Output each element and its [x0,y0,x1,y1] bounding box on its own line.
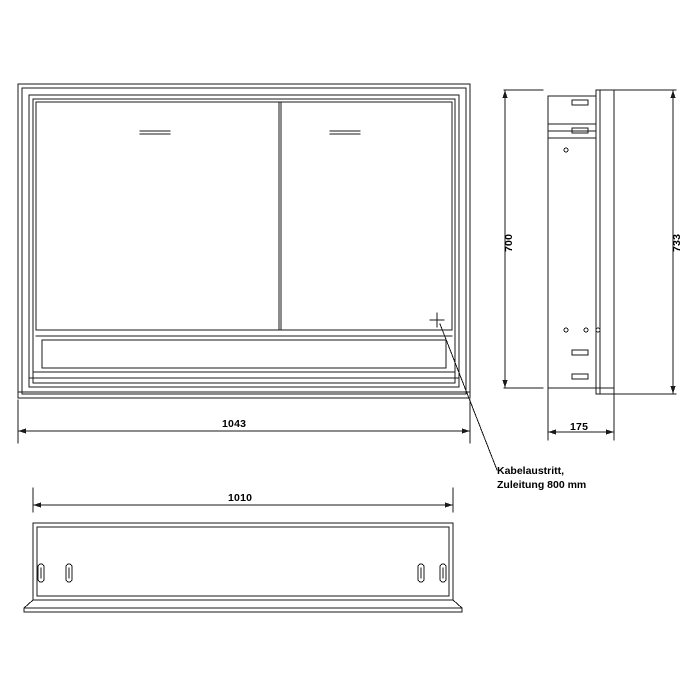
side-inner-height-dimension-label: 700 [503,233,515,252]
cable-exit-note-line2: Zuleitung 800 mm [497,479,587,491]
side-height-outer-dimension [614,90,676,394]
cable-exit-marker [430,313,444,327]
top-view-group [24,488,462,612]
front-width-dimension-label: 1043 [222,418,247,430]
cable-note-leader [440,324,497,470]
side-outer-height-dimension-label: 733 [671,233,683,252]
side-view-group [548,90,614,394]
front-view-group [18,84,470,398]
cable-exit-note-line1: Kabelaustritt, [497,465,565,477]
top-width-dimension-label: 1010 [228,492,253,504]
side-depth-dimension-label: 175 [570,421,589,433]
cable-exit-note [497,464,586,492]
